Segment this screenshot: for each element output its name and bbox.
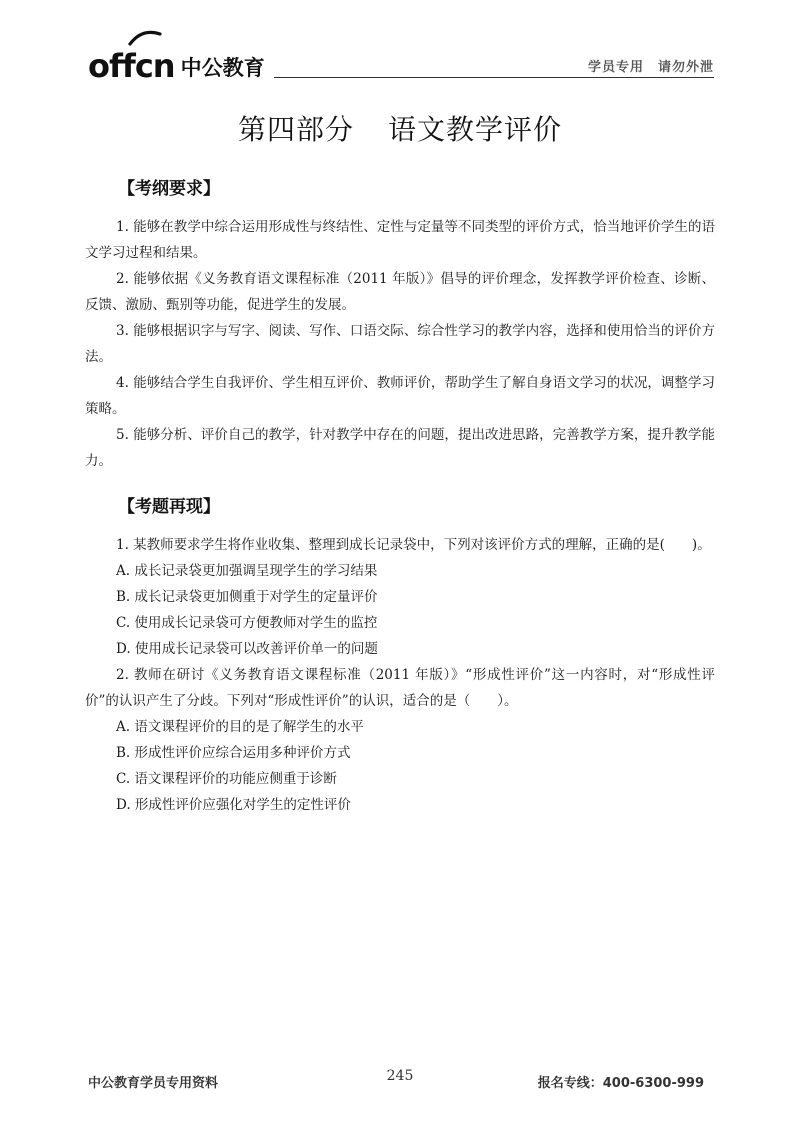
page-footer — [0, 1068, 800, 1102]
logo-swoosh-icon — [128, 30, 162, 46]
question-1-option-c: C. 使用成长记录袋可方便教师对学生的监控 — [116, 615, 378, 631]
exam-questions — [85, 532, 715, 818]
syllabus-item: 1. 能够在教学中综合运用形成性与终结性、定性与定量等不同类型的评价方式，恰当地评价学生的语文学习过程和结果。 — [85, 219, 715, 261]
question-1-option-a: A. 成长记录袋更加强调呈现学生的学习结果 — [116, 563, 378, 579]
question-1-option-b: B. 成长记录袋更加侧重于对学生的定量评价 — [116, 589, 378, 605]
footer-hotline: 报名专线：400-6300-999 — [537, 1076, 704, 1091]
part-number: 第四部分 — [237, 113, 354, 146]
footer-note: 中公教育学员专用资料 — [88, 1076, 219, 1091]
question-2-option-a: A. 语文课程评价的目的是了解学生的水平 — [116, 719, 364, 735]
syllabus-item: 4. 能够结合学生自我评价、学生相互评价、教师评价，帮助学生了解自身语文学习的状况，调整学习策略。 — [85, 375, 715, 417]
offcn-logo — [88, 42, 265, 85]
question-2-option-d: D. 形成性评价应强化对学生的定性评价 — [116, 797, 351, 813]
header-tags — [588, 56, 714, 75]
exam-heading: 【考题再现】 — [118, 497, 220, 517]
page-header — [0, 0, 800, 90]
header-rule — [274, 77, 714, 78]
question-2-stem: 2. 教师在研讨《义务教育语文课程标准（2011 年版）》“形成性评价”这一内容时，对“形成性评价”的认识产生了分歧。下列对“形成性评价”的认识，适合的是（ ）。 — [85, 667, 715, 709]
logo-chinese-name: 中公教育 — [180, 56, 265, 80]
logo-wordmark: offcn — [88, 47, 175, 85]
syllabus-item: 2. 能够依据《义务教育语文课程标准（2011 年版）》倡导的评价理念，发挥教学评价检查、诊断、反馈、激励、甄别等功能，促进学生的发展。 — [85, 271, 715, 313]
part-name: 语文教学评价 — [388, 113, 563, 146]
tag-students-only: 学员专用 — [587, 60, 644, 75]
question-2-option-c: C. 语文课程评价的功能应侧重于诊断 — [116, 771, 337, 787]
syllabus-item: 5. 能够分析、评价自己的教学，针对教学中存在的问题，提出改进思路，完善教学方案，提升教学能力。 — [85, 427, 715, 469]
syllabus-item: 3. 能够根据识字与写字、阅读、写作、口语交际、综合性学习的教学内容，选择和使用恰当的评价方法。 — [85, 323, 715, 365]
tag-no-distribution: 请勿外泄 — [657, 60, 714, 75]
question-2-option-b: B. 形成性评价应综合运用多种评价方式 — [116, 745, 351, 761]
syllabus-list — [85, 214, 715, 474]
page-title — [0, 108, 800, 148]
question-1-stem: 1. 某教师要求学生将作业收集、整理到成长记录袋中，下列对该评价方式的理解，正确的是( )。 — [116, 537, 711, 553]
question-1-option-d: D. 使用成长记录袋可以改善评价单一的问题 — [116, 641, 378, 657]
syllabus-heading: 【考纲要求】 — [118, 179, 220, 199]
page-number: 245 — [386, 1068, 414, 1084]
